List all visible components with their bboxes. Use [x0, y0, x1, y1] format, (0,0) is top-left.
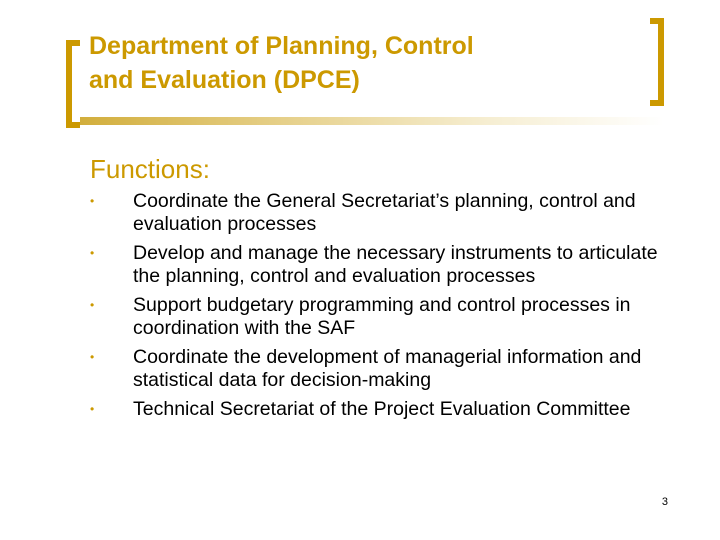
bullet-icon: • — [90, 246, 95, 260]
functions-heading: Functions: — [90, 154, 210, 184]
list-item — [90, 398, 670, 421]
title-divider — [80, 117, 664, 125]
list-item-text: Develop and manage the necessary instruments to articulate the planning, control and evaluation processes — [133, 242, 658, 287]
bullet-icon: • — [90, 402, 95, 416]
list-item — [90, 346, 670, 392]
list-item — [90, 242, 670, 288]
bullet-icon: • — [90, 194, 95, 208]
functions-list — [90, 190, 670, 421]
slide-content — [90, 152, 670, 427]
page-number: 3 — [661, 496, 668, 508]
bullet-icon: • — [90, 350, 95, 364]
list-item — [90, 294, 670, 340]
slide-title-line: Department of Planning, Control — [89, 32, 474, 60]
list-item-text: Technical Secretariat of the Project Evaluation Committee — [133, 398, 631, 420]
bullet-icon: • — [90, 298, 95, 312]
list-item-text: Support budgetary programming and control processes in coordination with the SAF — [133, 294, 631, 339]
slide-title — [89, 29, 629, 97]
left-bracket-decoration — [66, 40, 80, 128]
slide-title-line: and Evaluation (DPCE) — [89, 66, 360, 94]
list-item-text: Coordinate the General Secretariat’s planning, control and evaluation processes — [133, 190, 636, 235]
right-bracket-decoration — [650, 18, 664, 106]
list-item-text: Coordinate the development of managerial information and statistical data for decision-making — [133, 346, 642, 391]
list-item — [90, 190, 670, 236]
